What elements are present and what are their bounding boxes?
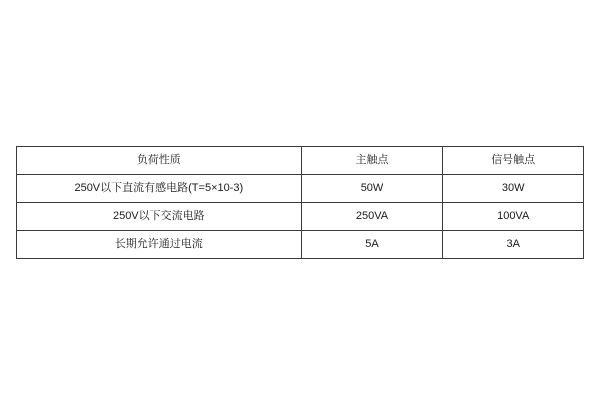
spec-table-container: [16, 146, 584, 259]
table-header-cell-signal-contact: 信号触点: [443, 147, 584, 175]
table-header-cell-main-contact: 主触点: [301, 147, 443, 175]
table-cell-main-contact: 5A: [301, 231, 443, 259]
table-cell-signal-contact: 30W: [443, 175, 584, 203]
table-cell-signal-contact: 3A: [443, 231, 584, 259]
table-cell-main-contact: 250VA: [301, 203, 443, 231]
table-cell-load-nature: 250V以下直流有感电路(T=5×10-3): [17, 175, 302, 203]
table-cell-signal-contact: 100VA: [443, 203, 584, 231]
table-header-row: [17, 147, 584, 175]
table-cell-load-nature: 长期允许通过电流: [17, 231, 302, 259]
table-cell-main-contact: 50W: [301, 175, 443, 203]
table-row: [17, 175, 584, 203]
contact-capacity-table: [16, 146, 584, 259]
table-cell-load-nature: 250V以下交流电路: [17, 203, 302, 231]
table-row: [17, 231, 584, 259]
table-row: [17, 203, 584, 231]
table-header-cell-load-nature: 负荷性质: [17, 147, 302, 175]
